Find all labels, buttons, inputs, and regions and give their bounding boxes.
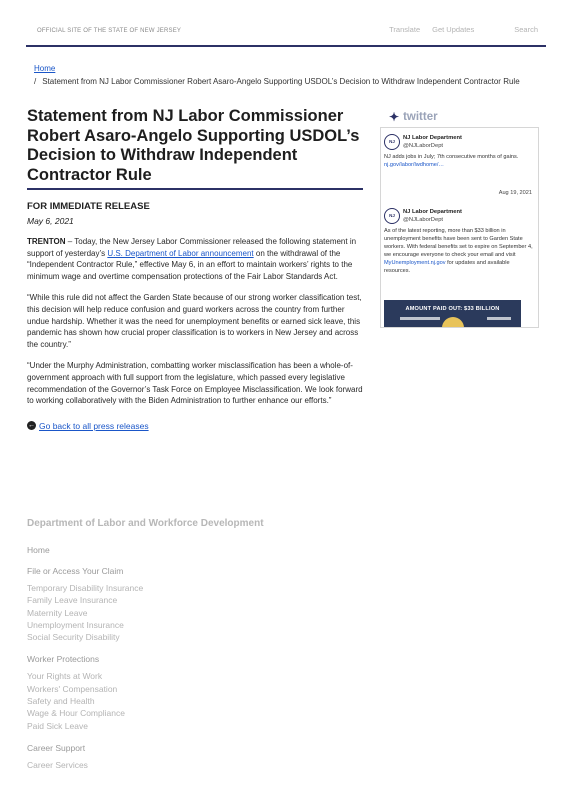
paragraph-3: “Under the Murphy Administration, combatting worker misclassification has been a whole-of-government approach with full support from the legislature, which passed every legislative recommendation of the Governor’s Task Force on Employee Misclassification. We look forward to working collaboratively with the Biden Administration to further enhance our efforts.” (27, 361, 363, 406)
official-site-label: OFFICIAL SITE OF THE STATE OF NEW JERSEY (37, 28, 182, 34)
footer-link[interactable]: Unemployment Insurance (27, 619, 124, 630)
top-bar (26, 0, 546, 47)
footer-group-worker-protections (27, 654, 327, 731)
tweet-text: NJ adds jobs in July; 7th consecutive months of gains. nj.gov/labor/lwdhome/… (384, 154, 519, 168)
footer-link[interactable]: Temporary Disability Insurance (27, 583, 144, 593)
back-link[interactable]: Go back to all press releases (39, 420, 149, 431)
tweet-author-handle[interactable]: @NJLaborDept (403, 143, 444, 149)
footer-group-heading[interactable]: Career Support (27, 742, 86, 753)
breadcrumb-current (34, 77, 520, 86)
footer-home-link[interactable]: Home (27, 545, 50, 555)
tweet-author-name[interactable]: NJ Labor Department (403, 209, 462, 215)
tweet[interactable] (384, 134, 534, 169)
footer-link[interactable]: Paid Sick Leave (27, 720, 88, 731)
tweet-link[interactable]: nj.gov/labor/lwdhome/… (384, 162, 445, 168)
tweet-author[interactable] (384, 134, 534, 150)
search-link[interactable]: Search (514, 25, 538, 34)
avatar[interactable]: NJ (384, 134, 400, 150)
tweet-author[interactable] (384, 208, 534, 224)
breadcrumb (34, 64, 520, 86)
breadcrumb-current-label: Statement from NJ Labor Commissioner Robert Asaro-Angelo Supporting USDOL’s Decision to Withdraw Independent Contractor Rule (42, 77, 520, 86)
twitter-heading[interactable] (389, 110, 438, 124)
paragraph-2: “While this rule did not affect the Garden State because of our strong worker classification test, this decision will help reduce confusion and guard workers across the country from further undue hardship. Whether it was the need for unemployment benefits or earned sick leave, this pandemic has shown how crucial proper classification is to workers in New Jersey and across the country.” (27, 293, 362, 349)
tweet[interactable] (384, 208, 534, 275)
twitter-bird-icon: ✦ (389, 110, 400, 124)
twitter-heading-label: twitter (403, 111, 438, 123)
footer-link[interactable]: Social Security Disability (27, 632, 120, 643)
tweet-author-name[interactable]: NJ Labor Department (403, 135, 462, 141)
release-label: FOR IMMEDIATE RELEASE (27, 201, 150, 212)
title-divider (27, 188, 363, 190)
footer-group-claims (27, 566, 327, 643)
paragraph-1: TRENTON – Today, the New Jersey Labor Commissioner released the following statement in support of yesterday’s U.S. Department of Labor announcement on the withdrawal of the “Independent Contractor Rule,” effective May 6, in an effort to maintain workers’ rights to the minimum wage and overtime compensation protections of the Fair Labor Standards Act. (27, 237, 357, 281)
dateline: TRENTON (27, 237, 66, 246)
usdol-announcement-link[interactable]: U.S. Department of Labor announcement (107, 248, 254, 258)
back-to-press-releases[interactable] (27, 421, 363, 431)
footer-link[interactable]: Workers' Compensation (27, 683, 118, 694)
footer-link[interactable]: Family Leave Insurance (27, 595, 118, 606)
page-title: Statement from NJ Labor Commissioner Robert Asaro-Angelo Supporting USDOL’s Decision to Withdraw Independent Contractor Rule (27, 107, 360, 184)
breadcrumb-separator: / (34, 77, 37, 86)
top-links (389, 25, 538, 34)
tweet-link[interactable]: MyUnemployment.nj.gov (384, 260, 446, 266)
get-updates-link[interactable]: Get Updates (432, 25, 475, 34)
twitter-feed[interactable] (380, 127, 539, 328)
article (27, 107, 363, 431)
breadcrumb-home-link[interactable]: Home (34, 64, 56, 73)
footer-link[interactable]: Safety and Health (27, 696, 95, 707)
footer-group-heading[interactable]: Worker Protections (27, 654, 100, 665)
release-date: May 6, 2021 (27, 216, 74, 226)
footer-link[interactable]: Maternity Leave (27, 607, 88, 618)
footer-link[interactable]: Your Rights at Work (27, 671, 103, 682)
tweet-image[interactable] (384, 300, 521, 328)
footer-title: Department of Labor and Workforce Development (27, 518, 264, 529)
footer-link[interactable]: Wage & Hour Compliance (27, 708, 125, 719)
footer-nav (27, 518, 327, 771)
tweet-date[interactable]: Aug 19, 2021 (498, 190, 532, 196)
footer-link[interactable]: Career Services (27, 759, 88, 770)
tweet-image-title: AMOUNT PAID OUT: $33 BILLION (405, 306, 500, 312)
tweet-author-handle[interactable]: @NJLaborDept (403, 217, 444, 223)
translate-link[interactable]: Translate (389, 25, 421, 34)
footer-group-heading[interactable]: File or Access Your Claim (27, 566, 124, 576)
arrow-left-circle-icon: ← (28, 422, 35, 430)
footer-group-career-support (27, 743, 327, 771)
tweet-text: As of the latest reporting, more than $33 billion in unemployment benefits have been sent to Garden State workers. With federal benefits set to expire on September 4, we encourage everyone to check your email and visit MyUnemployment.nj.gov for updates and available resources. (384, 228, 533, 274)
avatar[interactable]: NJ (384, 208, 400, 224)
